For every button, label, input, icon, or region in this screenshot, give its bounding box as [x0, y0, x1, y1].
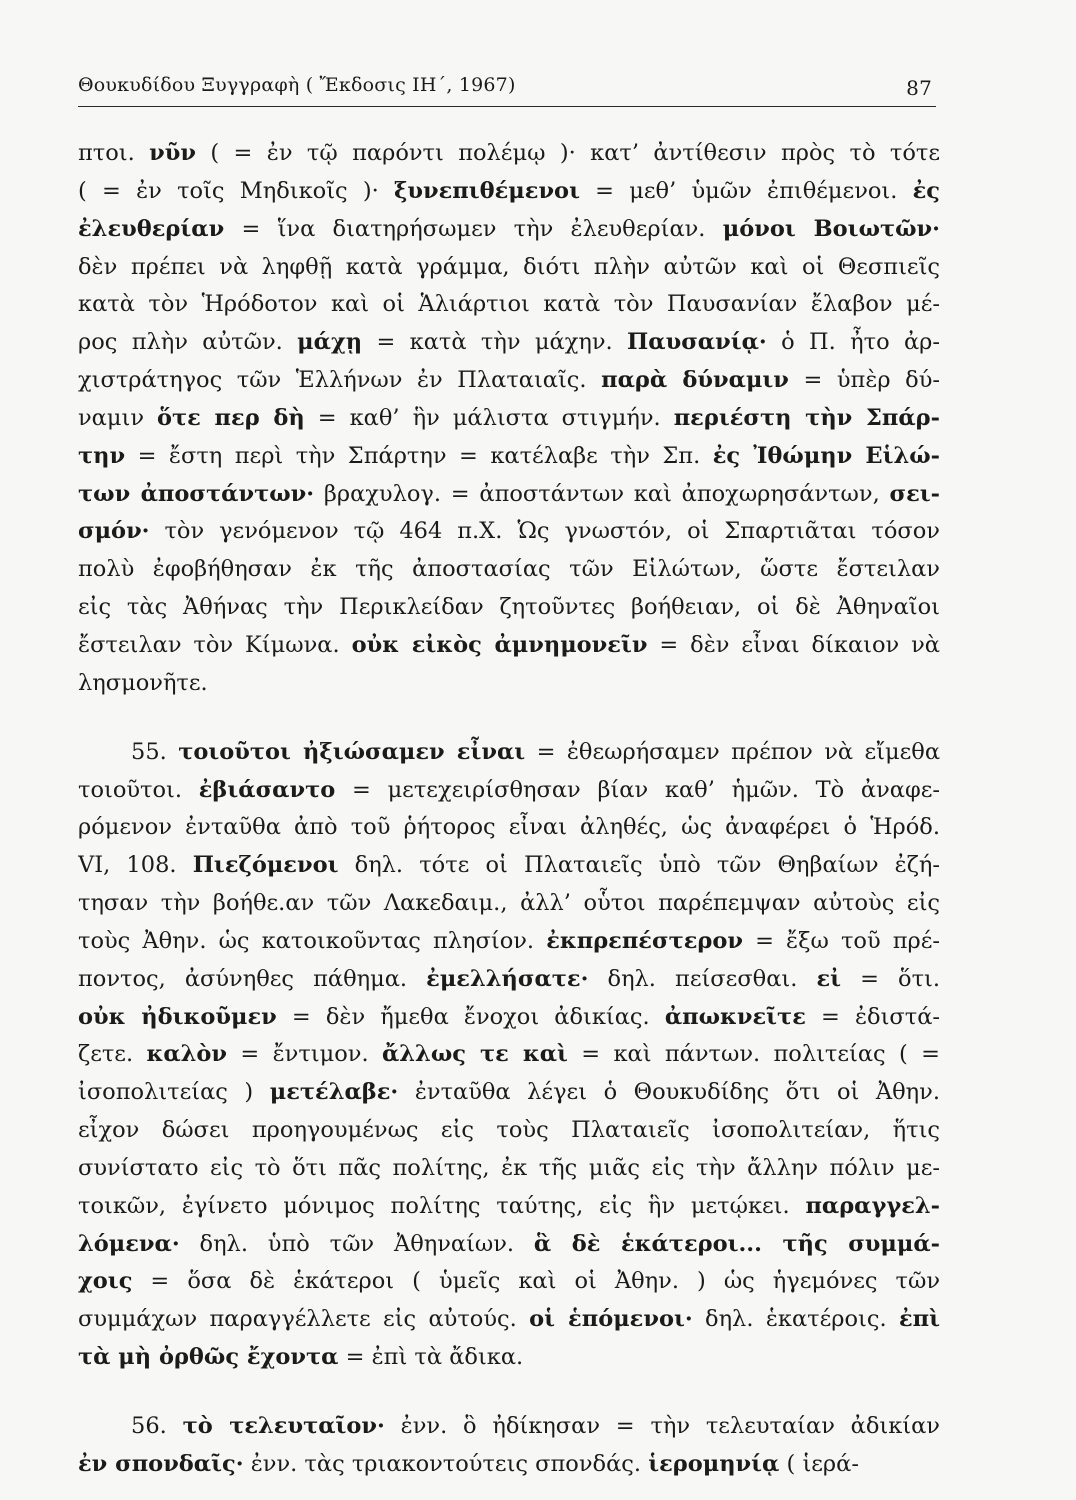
running-header [78, 66, 936, 107]
gloss-text: = ὑπὲρ δύ- [788, 367, 940, 394]
text-line [78, 324, 940, 362]
gloss-text: ἐνταῦθα λέγει ὁ Θουκυδίδης ὅτι οἱ Ἀθην. [398, 1079, 940, 1106]
text-line [78, 809, 940, 847]
lemma-term: οὐκ ἠδικοῦμεν [78, 1003, 277, 1030]
gloss-text: VI, 108. [78, 852, 193, 879]
lemma-term: ἀπωκνεῖτε [664, 1003, 806, 1030]
commentary-text [78, 135, 940, 1484]
gloss-text: δηλ. ὑπὸ τῶν Ἀθηναίων. [179, 1230, 534, 1257]
text-line [78, 885, 940, 923]
text-line [78, 513, 940, 551]
gloss-text: = ἐπὶ τὰ ἄδικα. [338, 1344, 524, 1371]
lemma-term: χοις [78, 1268, 133, 1295]
text-line [78, 1036, 940, 1074]
gloss-text: ζετε. [78, 1041, 147, 1068]
gloss-text: χιστράτηγος τῶν Ἑλλήνων ἐν Πλαταιαῖς. [78, 367, 602, 394]
gloss-text: κατὰ τὸν Ἡρόδοτον καὶ οἱ Ἁλιάρτιοι κατὰ τὸν Παυσανίαν ἔλαβον μέ- [78, 291, 940, 318]
gloss-text: δὲν πρέπει νὰ ληφθῇ κατὰ γράμμα, διότι πλὴν αὐτῶν καὶ οἱ Θεσπιεῖς [78, 253, 940, 280]
text-line [78, 589, 940, 627]
text-line [78, 1112, 940, 1150]
gloss-text: ἰσοπολιτείας ) [78, 1079, 270, 1106]
text-line [78, 1263, 940, 1301]
paragraph-gap [78, 703, 940, 734]
lemma-term: σμόν· [78, 518, 150, 545]
lemma-term: παραγγελ- [805, 1192, 940, 1219]
text-line [78, 665, 940, 703]
gloss-text: ἐνν. τὰς τριακοντούτεις σπονδάς. [243, 1450, 649, 1477]
lemma-term: εἰ [816, 965, 842, 992]
lemma-term: Παυσανίᾳ· [627, 329, 767, 356]
text-line [78, 438, 940, 476]
lemma-term: μετέλαβε· [269, 1079, 399, 1106]
paragraph [78, 1408, 940, 1484]
lemma-term: ἐς [912, 177, 940, 204]
gloss-text: = καὶ πάντων. πολιτείας ( = [567, 1041, 940, 1068]
gloss-text: 56. [131, 1413, 183, 1439]
lemma-term: ξυνεπιθέμενοι [394, 177, 580, 204]
text-line [78, 1408, 940, 1446]
lemma-term: οὐκ εἰκὸς ἀμνημονεῖν [351, 631, 648, 658]
gloss-text: = ὅτι. [841, 965, 940, 992]
gloss-text: εἰς τὰς Ἀθήνας τὴν Περικλείδαν ζητοῦντες βοήθειαν, οἱ δὲ Ἀθηναῖοι [78, 594, 940, 621]
text-line [78, 1446, 940, 1484]
paragraph [78, 734, 940, 1377]
text-line [78, 476, 940, 514]
gloss-text: δηλ. ἑκατέροις. [692, 1306, 899, 1333]
text-line [78, 961, 940, 999]
text-line [78, 1188, 940, 1226]
gloss-text: συμμάχων παραγγέλλετε εἰς αὐτούς. [78, 1306, 530, 1333]
lemma-term: περιέστη τὴν Σπάρ- [673, 404, 940, 431]
page-number: 87 [906, 76, 932, 100]
gloss-text: = μεθ’ ὑμῶν ἐπιθέμενοι. [579, 177, 913, 204]
text-line [78, 734, 940, 772]
paragraph-gap [78, 1377, 940, 1408]
text-line [78, 173, 940, 211]
gloss-text: ἔστειλαν τὸν Κίμωνα. [78, 631, 352, 658]
text-line [78, 847, 940, 885]
lemma-term: ἄλλως τε καὶ [381, 1041, 568, 1068]
lemma-term: παρὰ δύναμιν [601, 367, 789, 394]
text-line [78, 1074, 940, 1112]
text-line [78, 999, 940, 1037]
lemma-term: ὅτε περ δὴ [157, 404, 305, 431]
gloss-text: = ἔντιμον. [227, 1041, 382, 1068]
gloss-text: ( = ἐν τῷ παρόντι πολέμῳ )· κατ’ ἀντίθεσιν πρὸς τὸ τότε [196, 140, 940, 166]
lemma-term: μόνοι Βοιωτῶν· [722, 215, 940, 242]
text-line [78, 772, 940, 810]
gloss-text: ρος πλὴν αὐτῶν. [78, 329, 298, 356]
gloss-text: ρόμενον ἐνταῦθα ἀπὸ τοῦ ῥήτορος εἶναι ἀληθές, ὡς ἀναφέρει ὁ Ἡρόδ. [78, 814, 940, 841]
gloss-text: λησμονῆτε. [78, 669, 208, 696]
lemma-term: νῦν [149, 140, 196, 166]
gloss-text: ὁ Π. ἦτο ἀρ- [766, 329, 940, 356]
gloss-text: ποντος, ἀσύνηθες πάθημα. [78, 965, 427, 992]
gloss-text: τοιοῦτοι. [78, 776, 199, 803]
gloss-text: = ἵνα διατηρήσωμεν τὴν ἐλευθερίαν. [224, 215, 723, 242]
gloss-text: ( = ἐν τοῖς Μηδικοῖς )· [78, 177, 395, 204]
gloss-text: δηλ. τότε οἱ Πλαταιεῖς ὑπὸ τῶν Θηβαίων ἐζή- [338, 852, 940, 879]
gloss-text: = δὲν ἤμεθα ἔνοχοι ἀδικίας. [276, 1003, 665, 1030]
gloss-text: = ὅσα δὲ ἑκάτεροι ( ὑμεῖς καὶ οἱ Ἀθην. ) ὡς ἡγεμόνες τῶν [132, 1268, 940, 1295]
lemma-term: μάχῃ [297, 329, 363, 356]
gloss-text: βραχυλογ. = ἀποστάντων καὶ ἀποχωρησάντων, [314, 480, 890, 507]
text-line [78, 1301, 940, 1339]
text-line [78, 135, 940, 173]
gloss-text: = ἔξω τοῦ πρέ- [742, 927, 940, 954]
lemma-term: καλὸν [146, 1041, 228, 1068]
text-line [78, 249, 940, 287]
gloss-text: = δὲν εἶναι δίκαιον νὰ [647, 631, 940, 658]
gloss-text: συνίστατο εἰς τὸ ὅτι πᾶς πολίτης, ἐκ τῆς μιᾶς εἰς τὴν ἄλλην πόλιν με- [78, 1154, 940, 1181]
text-line [78, 923, 940, 961]
gloss-text: = κατὰ τὴν μάχην. [362, 329, 628, 356]
gloss-text: τὸν γενόμενον τῷ 464 π.Χ. Ὡς γνωστόν, οἱ Σπαρτιᾶται τόσον [149, 518, 940, 545]
text-line [78, 400, 940, 438]
gloss-text: ( ἱερά- [779, 1450, 859, 1477]
lemma-term: ἐπὶ [898, 1306, 940, 1333]
gloss-text: = ἐθεωρήσαμεν πρέπον νὰ εἴμεθα [525, 738, 940, 765]
lemma-term: ἐς Ἰθώμην Εἱλώ- [712, 442, 940, 469]
lemma-term: την [78, 442, 126, 469]
lemma-term: ἐν σπονδαῖς· [78, 1450, 244, 1477]
lemma-term: των ἀποστάντων· [78, 480, 315, 507]
gloss-text: πολὺ ἐφοβήθησαν ἐκ τῆς ἀποστασίας τῶν Εἱλώτων, ὥστε ἔστειλαν [78, 556, 940, 583]
gloss-text: = μετεχειρίσθησαν βίαν καθ’ ἡμῶν. Τὸ ἀναφε- [335, 776, 940, 803]
gloss-text: = ἐδιστά- [805, 1003, 940, 1030]
text-line [78, 1339, 940, 1377]
lemma-term: ἃ δὲ ἑκάτεροι... τῆς συμμά- [533, 1230, 940, 1257]
lemma-term: τὰ μὴ ὀρθῶς ἔχοντα [78, 1344, 339, 1371]
book-title: Θουκυδίδου Ξυγγραφὴ ( Ἔκδοσις ΙΗ΄, 1967) [78, 74, 516, 96]
lemma-term: ἐβιάσαντο [198, 776, 336, 803]
lemma-term: Πιεζόμενοι [192, 852, 339, 879]
text-line [78, 211, 940, 249]
lemma-term: ἱερομηνίᾳ [648, 1450, 780, 1477]
text-line [78, 1226, 940, 1264]
lemma-term: οἱ ἑπόμενοι· [529, 1306, 693, 1333]
gloss-text: ναμιν [78, 404, 158, 431]
lemma-term: ἐκπρεπέστερον [546, 927, 743, 954]
lemma-term: ἐμελλήσατε· [426, 965, 589, 992]
gloss-text: τοὺς Ἀθην. ὡς κατοικοῦντας πλησίον. [78, 927, 547, 954]
gloss-text: 55. [131, 738, 179, 765]
lemma-term: τὸ τελευταῖον· [182, 1413, 385, 1439]
text-line [78, 551, 940, 589]
gloss-text: πτοι. [78, 140, 150, 166]
gloss-text: = ἔστη περὶ τὴν Σπάρτην = κατέλαβε τὴν Σπ. [125, 442, 713, 469]
lemma-term: σει- [889, 480, 940, 507]
paragraph [78, 135, 940, 703]
lemma-term: ἐλευθερίαν [78, 215, 225, 242]
text-line [78, 627, 940, 665]
text-line [78, 362, 940, 400]
gloss-text: δηλ. πείσεσθαι. [588, 965, 817, 992]
gloss-text: ἐνν. ὃ ἠδίκησαν = τὴν τελευταίαν ἀδικίαν [384, 1413, 940, 1439]
gloss-text: = καθ’ ἣν μάλιστα στιγμήν. [304, 404, 674, 431]
lemma-term: τοιοῦτοι ἠξιώσαμεν εἶναι [178, 738, 526, 765]
text-line [78, 1150, 940, 1188]
gloss-text: τοικῶν, ἐγίνετο μόνιμος πολίτης ταύτης, εἰς ἣν μετῴκει. [78, 1192, 806, 1219]
gloss-text: τησαν τὴν βοήθε.αν τῶν Λακεδαιμ., ἀλλ’ οὗτοι παρέπεμψαν αὐτοὺς εἰς [78, 890, 940, 917]
gloss-text: εἶχον δώσει προηγουμένως εἰς τοὺς Πλαταιεῖς ἰσοπολιτείαν, ἥτις [78, 1117, 940, 1144]
text-line [78, 286, 940, 324]
lemma-term: λόμενα· [78, 1230, 180, 1257]
